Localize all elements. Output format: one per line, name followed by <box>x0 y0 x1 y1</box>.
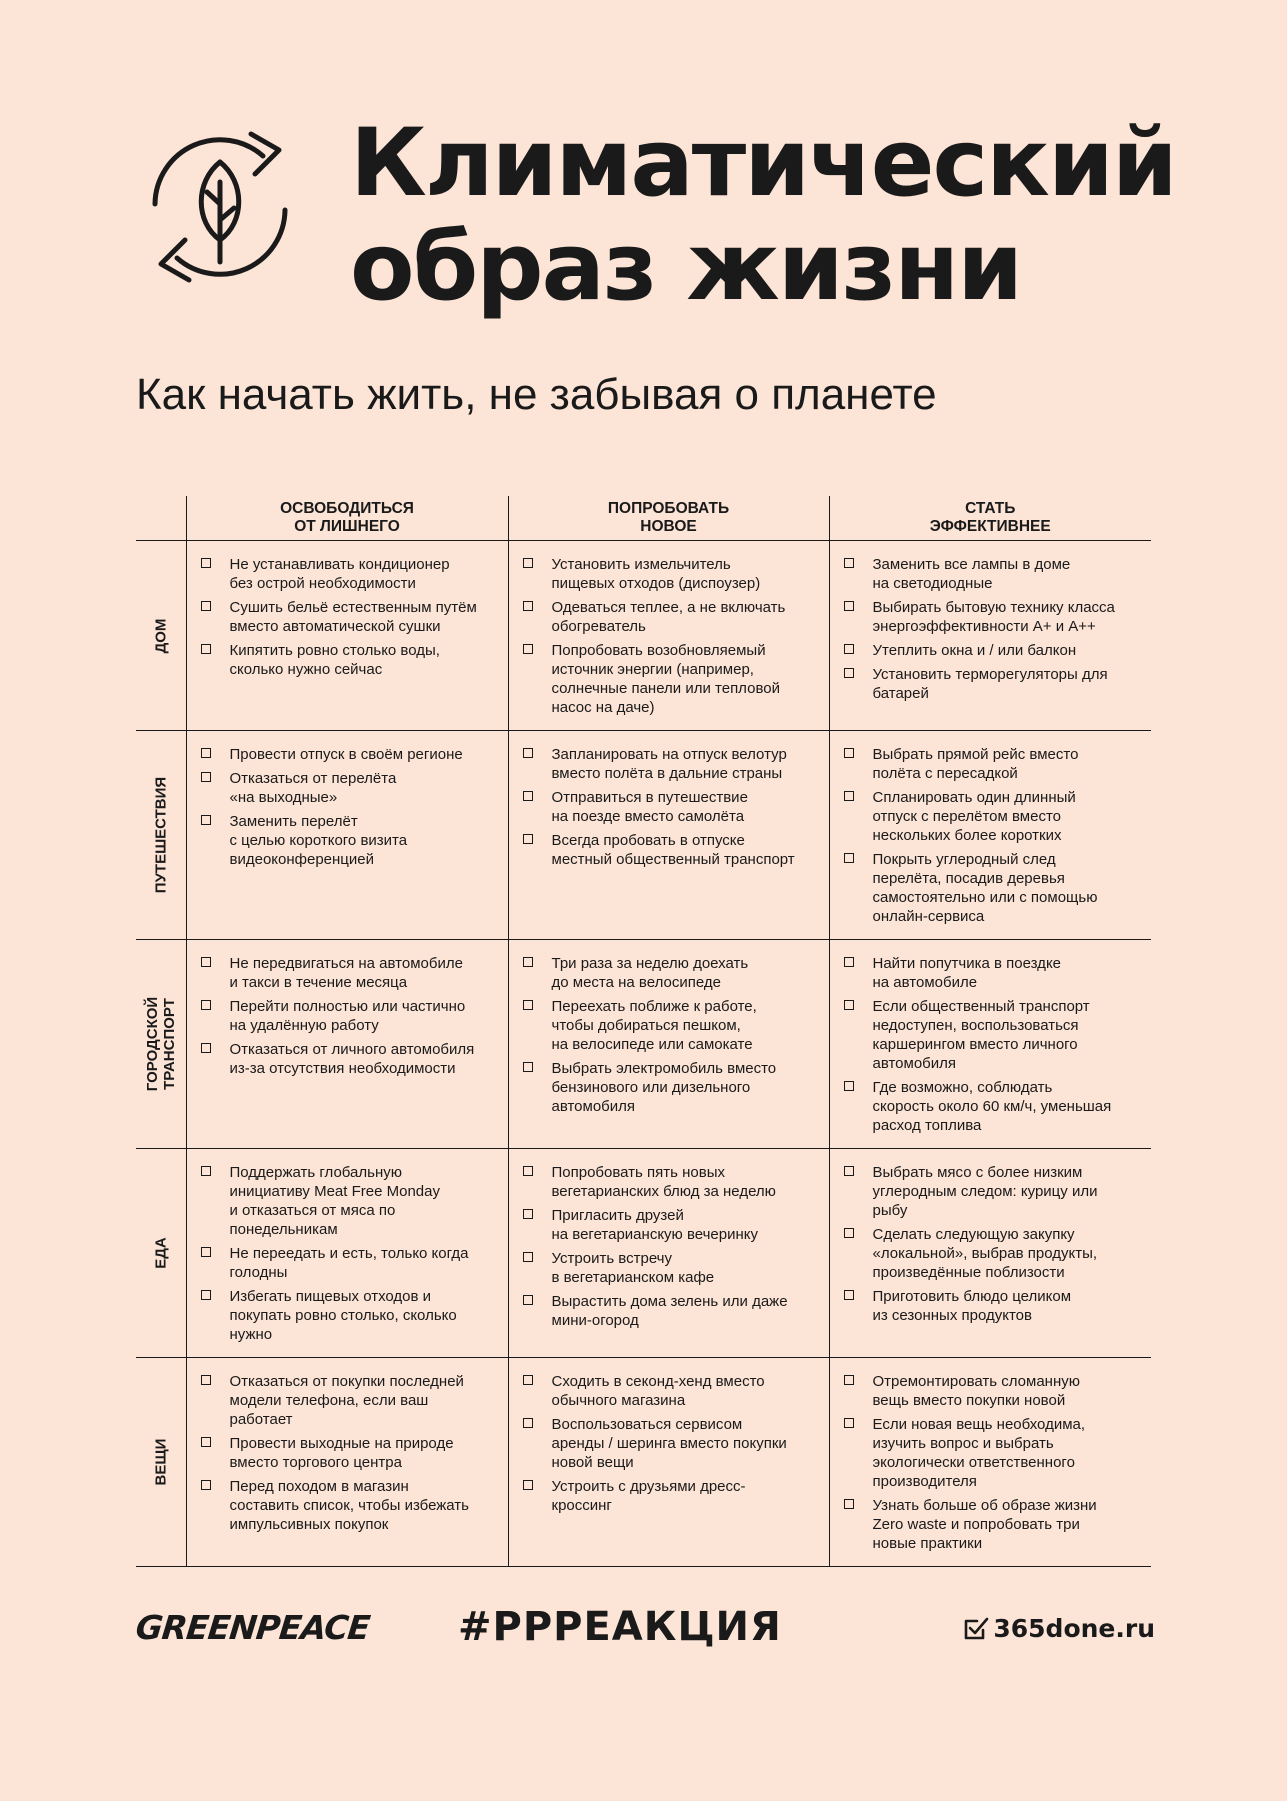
checklist-item-text: Попробовать возобновляемый источник энергии (например, солнечные панели или тепловой насос на даче) <box>551 642 780 716</box>
checklist-item <box>844 641 1144 660</box>
checklist <box>844 555 1144 703</box>
checklist-item-text: Воспользоваться сервисом аренды / шеринга вместо покупки новой вещи <box>551 1416 787 1471</box>
page-subtitle: Как начать жить, не забывая о планете <box>136 370 937 419</box>
checkbox[interactable] <box>844 1418 854 1428</box>
checklist <box>523 745 821 869</box>
checkbox[interactable] <box>201 1166 211 1176</box>
checklist-item <box>844 1078 1144 1135</box>
checklist-item-text: Покрыть углеродный след перелёта, посадив деревья самостоятельно или с помощью онлайн-сервиса <box>872 851 1098 925</box>
checklist-item-text: Узнать больше об образе жизни Zero waste и попробовать три новые практики <box>872 1497 1097 1552</box>
site-url: 365done.ru <box>993 1614 1155 1643</box>
checkbox[interactable] <box>844 1499 854 1509</box>
checkbox[interactable] <box>844 644 854 654</box>
checklist-item <box>844 665 1144 703</box>
checkbox[interactable] <box>201 957 211 967</box>
checkbox[interactable] <box>523 644 533 654</box>
checklist-item-text: Перед походом в магазин составить список, чтобы избежать импульсивных покупок <box>229 1478 469 1533</box>
checklist-item-text: Устроить с друзьями дресс- кроссинг <box>551 1478 746 1514</box>
table-cell <box>829 731 1151 940</box>
checkbox[interactable] <box>844 957 854 967</box>
checklist-item <box>523 1206 821 1244</box>
category-row <box>136 940 1151 1149</box>
row-header <box>136 940 186 1149</box>
checklist-item <box>844 1496 1144 1553</box>
checklist-item <box>201 1163 500 1239</box>
row-label: ВЕЩИ <box>152 1438 170 1486</box>
checklist-item-text: Отремонтировать сломанную вещь вместо покупки новой <box>872 1373 1080 1409</box>
checklist-item <box>523 1059 821 1116</box>
checklist-item <box>201 598 500 636</box>
title-line-2: образ жизни <box>350 213 1022 322</box>
table-cell <box>508 541 829 731</box>
checkbox[interactable] <box>844 668 854 678</box>
checkbox[interactable] <box>523 601 533 611</box>
checklist-item <box>844 1163 1144 1220</box>
checkbox[interactable] <box>844 1290 854 1300</box>
row-header <box>136 1149 186 1358</box>
checklist-item <box>523 1249 821 1287</box>
checklist <box>523 1163 821 1330</box>
checklist-item-text: Отказаться от перелёта «на выходные» <box>229 770 397 806</box>
title-line-1: Климатический <box>350 109 1176 218</box>
column-header: СТАТЬ ЭФФЕКТИВНЕЕ <box>829 496 1151 541</box>
checklist-item <box>201 997 500 1035</box>
checklist-item <box>523 745 821 783</box>
checklist-item <box>844 997 1144 1073</box>
checklist-item-text: Переехать поближе к работе, чтобы добираться пешком, на велосипеде или самокате <box>551 998 757 1053</box>
checklist-item <box>201 1040 500 1078</box>
row-header <box>136 541 186 731</box>
table-cell <box>186 940 508 1149</box>
checklist <box>844 1163 1144 1325</box>
table-cell <box>186 731 508 940</box>
checkbox[interactable] <box>201 815 211 825</box>
checklist <box>523 954 821 1116</box>
checkbox-check-icon <box>963 1616 989 1642</box>
checklist <box>201 954 500 1078</box>
checklist-item-text: Выбрать электромобиль вместо бензинового или дизельного автомобиля <box>551 1060 777 1115</box>
checkbox[interactable] <box>844 601 854 611</box>
checkbox[interactable] <box>201 1290 211 1300</box>
checklist-item-text: Если новая вещь необходима, изучить вопрос и выбрать экологически ответственного производителя <box>872 1416 1086 1490</box>
checkbox[interactable] <box>201 644 211 654</box>
checkbox[interactable] <box>201 1000 211 1010</box>
checkbox[interactable] <box>201 558 211 568</box>
checklist-item-text: Если общественный транспорт недоступен, воспользоваться каршерингом вместо личного автомобиля <box>872 998 1090 1072</box>
column-header: ПОПРОБОВАТЬ НОВОЕ <box>508 496 829 541</box>
checkbox[interactable] <box>201 1375 211 1385</box>
checklist-item-text: Устроить встречу в вегетарианском кафе <box>551 1250 715 1286</box>
checklist-item <box>201 954 500 992</box>
checklist-item-text: Перейти полностью или частично на удалённую работу <box>229 998 466 1034</box>
checklist-item <box>523 1163 821 1201</box>
table-cell <box>186 1358 508 1567</box>
checkbox[interactable] <box>523 748 533 758</box>
checklist-item <box>201 1434 500 1472</box>
checklist-item-text: Выбрать мясо с более низким углеродным следом: курицу или рыбу <box>872 1164 1098 1219</box>
hashtag-logo[interactable]: #РРРЕАКЦИЯ <box>458 1604 782 1650</box>
row-label: ЕДА <box>152 1237 170 1269</box>
checkbox[interactable] <box>523 1166 533 1176</box>
checkbox[interactable] <box>523 1000 533 1010</box>
table-cell <box>829 1358 1151 1567</box>
checklist-item-text: Найти попутчика в поездке на автомобиле <box>872 955 1062 991</box>
lifestyle-table <box>136 496 1151 1567</box>
checklist-item-text: Приготовить блюдо целиком из сезонных продуктов <box>872 1288 1072 1324</box>
table-cell <box>508 1358 829 1567</box>
table-cell <box>829 940 1151 1149</box>
checklist-item <box>201 555 500 593</box>
checkbox[interactable] <box>844 853 854 863</box>
corner-cell <box>136 496 186 541</box>
checklist-item-text: Спланировать один длинный отпуск с перелётом вместо нескольких более коротких <box>872 789 1076 844</box>
checklist <box>844 745 1144 926</box>
checklist-item-text: Избегать пищевых отходов и покупать ровно столько, сколько нужно <box>229 1288 457 1343</box>
checklist-item-text: Провести выходные на природе вместо торгового центра <box>229 1435 454 1471</box>
site-link[interactable] <box>963 1614 1155 1643</box>
checklist-item <box>201 769 500 807</box>
checkbox[interactable] <box>523 1480 533 1490</box>
checklist-item <box>201 745 500 764</box>
table-cell <box>508 940 829 1149</box>
checkbox[interactable] <box>844 791 854 801</box>
checklist-item-text: Пригласить друзей на вегетарианскую вечеринку <box>551 1207 758 1243</box>
checklist-item <box>844 850 1144 926</box>
checklist-item-text: Выбирать бытовую технику класса энергоэффективности А+ и А++ <box>872 599 1115 635</box>
checklist-item-text: Три раза за неделю доехать до места на велосипеде <box>551 955 749 991</box>
checklist-item <box>844 555 1144 593</box>
row-label: ГОРОДСКОЙ ТРАНСПОРТ <box>143 996 178 1092</box>
checklist-item-text: Вырастить дома зелень или даже мини-огород <box>551 1293 788 1329</box>
row-label: ПУТЕШЕСТВИЯ <box>152 776 170 894</box>
checklist-item-text: Попробовать пять новых вегетарианских блюд за неделю <box>551 1164 776 1200</box>
checklist-item <box>844 954 1144 992</box>
checkbox[interactable] <box>201 748 211 758</box>
checklist <box>844 954 1144 1135</box>
checkbox[interactable] <box>523 1295 533 1305</box>
checklist-item <box>523 954 821 992</box>
checklist-item-text: Отказаться от покупки последней модели телефона, если ваш работает <box>229 1373 464 1428</box>
checklist-item-text: Установить измельчитель пищевых отходов (диспоузер) <box>551 556 761 592</box>
checkbox[interactable] <box>201 1437 211 1447</box>
table-cell <box>186 1149 508 1358</box>
table-header-row <box>136 496 1151 541</box>
checklist-item <box>523 997 821 1054</box>
page-title <box>350 109 1176 322</box>
checklist-item-text: Сходить в секонд-хенд вместо обычного магазина <box>551 1373 765 1409</box>
checkbox[interactable] <box>844 1228 854 1238</box>
checkbox[interactable] <box>523 1252 533 1262</box>
checkbox[interactable] <box>844 1000 854 1010</box>
checkbox[interactable] <box>844 1081 854 1091</box>
checklist-item-text: Заменить перелёт с целью короткого визита видеоконференцией <box>229 813 408 868</box>
checklist-item-text: Провести отпуск в своём регионе <box>229 746 463 763</box>
checklist-item <box>844 745 1144 783</box>
checklist-item-text: Заменить все лампы в доме на светодиодные <box>872 556 1071 592</box>
checklist <box>523 1372 821 1515</box>
checklist-item <box>844 1372 1144 1410</box>
checkbox[interactable] <box>844 1375 854 1385</box>
checklist-item <box>844 1287 1144 1325</box>
checkbox[interactable] <box>201 772 211 782</box>
checklist-item <box>523 1477 821 1515</box>
checklist-item <box>523 788 821 826</box>
checkbox[interactable] <box>844 1166 854 1176</box>
checklist-item <box>523 1415 821 1472</box>
row-header <box>136 1358 186 1567</box>
checkbox[interactable] <box>201 1247 211 1257</box>
checklist-item-text: Отправиться в путешествие на поезде вместо самолёта <box>551 789 748 825</box>
checkbox[interactable] <box>844 748 854 758</box>
checklist <box>201 555 500 679</box>
checkbox[interactable] <box>201 601 211 611</box>
checklist-item-text: Запланировать на отпуск велотур вместо полёта в дальние страны <box>551 746 787 782</box>
category-row <box>136 1358 1151 1567</box>
checklist-item <box>523 598 821 636</box>
table-cell <box>829 541 1151 731</box>
checklist-item <box>844 1415 1144 1491</box>
checkbox[interactable] <box>523 791 533 801</box>
checklist <box>201 1163 500 1344</box>
checklist <box>201 1372 500 1534</box>
checklist-item-text: Выбрать прямой рейс вместо полёта с пересадкой <box>872 746 1079 782</box>
checklist-item-text: Сушить бельё естественным путём вместо автоматической сушки <box>229 599 477 635</box>
category-row <box>136 541 1151 731</box>
checklist-item <box>201 1372 500 1429</box>
table-cell <box>829 1149 1151 1358</box>
recycle-leaf-icon <box>135 122 305 292</box>
checklist-item-text: Сделать следующую закупку «локальной», выбрав продукты, произведённые поблизости <box>872 1226 1098 1281</box>
column-header: ОСВОБОДИТЬСЯ ОТ ЛИШНЕГО <box>186 496 508 541</box>
checklist-item <box>201 1287 500 1344</box>
checklist-item-text: Не передвигаться на автомобиле и такси в течение месяца <box>229 955 463 991</box>
checklist-item-text: Утеплить окна и / или балкон <box>872 642 1077 659</box>
checklist-item-text: Установить терморегуляторы для батарей <box>872 666 1108 702</box>
checkbox[interactable] <box>201 1480 211 1490</box>
checklist-item <box>844 788 1144 845</box>
checklist <box>201 745 500 869</box>
checklist-item <box>523 1292 821 1330</box>
checkbox[interactable] <box>523 1418 533 1428</box>
checkbox[interactable] <box>844 558 854 568</box>
category-row <box>136 1149 1151 1358</box>
checkbox[interactable] <box>523 957 533 967</box>
row-label: ДОМ <box>152 618 170 653</box>
table-cell <box>186 541 508 731</box>
checklist-item <box>523 831 821 869</box>
checklist-item <box>523 641 821 717</box>
table-cell <box>508 1149 829 1358</box>
checklist-item <box>844 1225 1144 1282</box>
checkbox[interactable] <box>523 1209 533 1219</box>
checklist-item <box>201 1244 500 1282</box>
checklist-item-text: Отказаться от личного автомобиля из-за отсутствия необходимости <box>229 1041 475 1077</box>
table-body <box>136 541 1151 1567</box>
checklist-item <box>844 598 1144 636</box>
checklist-item <box>201 1477 500 1534</box>
checklist-item <box>523 555 821 593</box>
checklist-item-text: Поддержать глобальную инициативу Meat Free Monday и отказаться от мяса по понедельникам <box>229 1164 440 1238</box>
footer <box>133 1600 1155 1660</box>
checkbox[interactable] <box>201 1043 211 1053</box>
category-row <box>136 731 1151 940</box>
checklist-item-text: Где возможно, соблюдать скорость около 60 км/ч, уменьшая расход топлива <box>872 1079 1112 1134</box>
checklist-item <box>523 1372 821 1410</box>
checklist <box>844 1372 1144 1553</box>
checkbox[interactable] <box>523 1062 533 1072</box>
row-header <box>136 731 186 940</box>
checkbox[interactable] <box>523 834 533 844</box>
checkbox[interactable] <box>523 558 533 568</box>
checklist-item-text: Не переедать и есть, только когда голодны <box>229 1245 469 1281</box>
checklist-item <box>201 641 500 679</box>
checkbox[interactable] <box>523 1375 533 1385</box>
checklist-item-text: Одеваться теплее, а не включать обогреватель <box>551 599 786 635</box>
checklist-item <box>201 812 500 869</box>
greenpeace-logo[interactable]: GREENPEACE <box>133 1608 372 1647</box>
table-cell <box>508 731 829 940</box>
checklist-item-text: Всегда пробовать в отпуске местный общественный транспорт <box>551 832 795 868</box>
checklist-item-text: Кипятить ровно столько воды, сколько нужно сейчас <box>229 642 440 678</box>
checklist <box>523 555 821 717</box>
checklist-item-text: Не устанавливать кондиционер без острой необходимости <box>229 556 450 592</box>
